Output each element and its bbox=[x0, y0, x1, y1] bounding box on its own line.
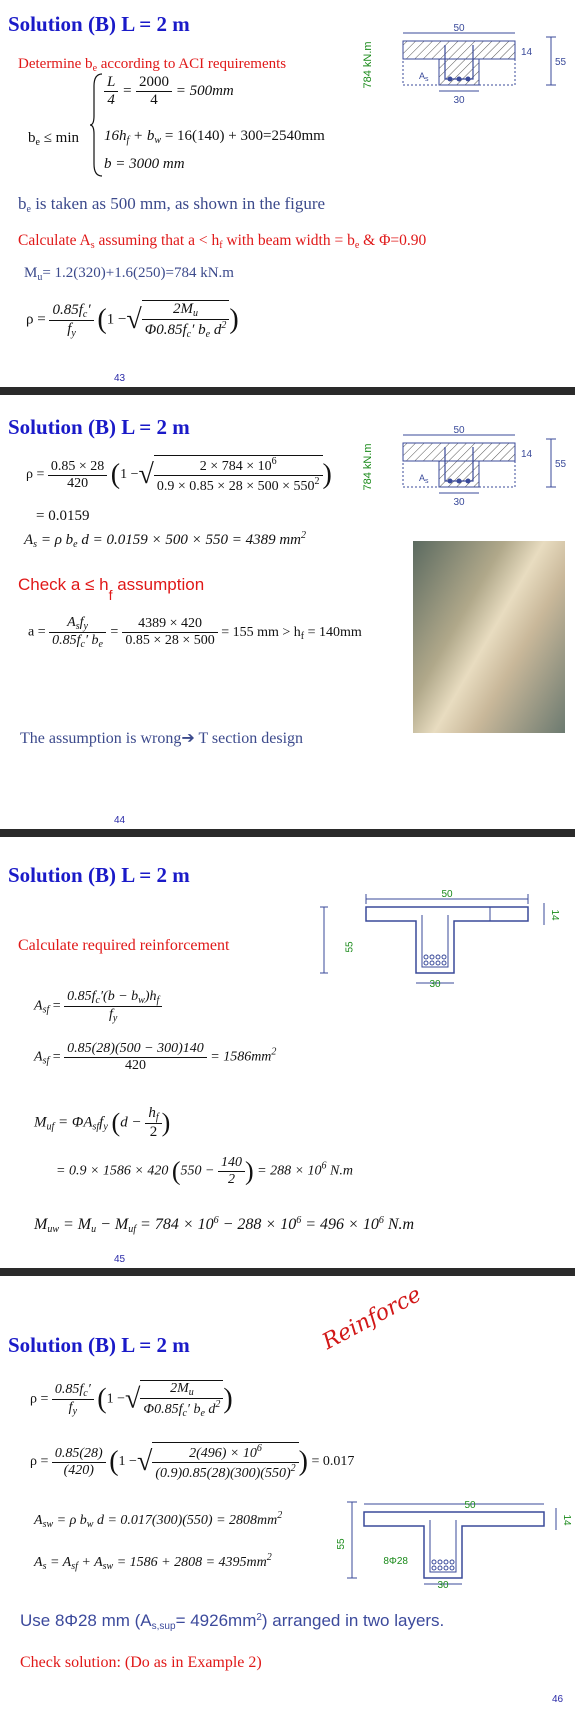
width-dim: 50 bbox=[464, 1500, 476, 1511]
slide-46 bbox=[0, 1276, 575, 1710]
hf-dim: 14 bbox=[549, 909, 560, 921]
t-section-figure bbox=[355, 427, 575, 507]
h-dim: 55 bbox=[336, 1538, 347, 1550]
t-section-figure bbox=[330, 889, 575, 993]
rho-formula: ρ = $\frac{0.85f_c'}{f_y}$ (1 −√ $\frac{2M_u}{\Phi 0.85f_c' b_e d^2}$ ) bbox=[30, 1381, 233, 1419]
whiteboard-photo bbox=[413, 541, 565, 733]
width-dim: 50 bbox=[453, 23, 465, 34]
width-dim: 50 bbox=[441, 889, 453, 900]
rho-numeric-formula: ρ = $\frac{0.85(28)}{(420)}$ (1 −√ $\frac{2(496) \times 10^6}{(0.9)0.85(28)(300)(550)^2}$ ) = 0.017 bbox=[30, 1443, 355, 1481]
calc-req-text: Calculate required reinforcement bbox=[18, 937, 230, 954]
bw-dim: 30 bbox=[453, 95, 465, 106]
width-dim: 50 bbox=[453, 425, 465, 436]
slide-43 bbox=[0, 0, 575, 387]
asf-numeric: $A_{sf}$ = $\frac{0.85(28)(500 - 300)140}{420}$ = $1586mm^2$ bbox=[34, 1041, 277, 1073]
slide-title: Solution (B) L = 2 m bbox=[8, 863, 190, 887]
be-case-1: $\frac{L}{4}$ = $\frac{2000}{4}$ = 500mm bbox=[104, 74, 234, 109]
rho-formula: ρ = $\frac{0.85f_c'}{f_y}$ (1 −√ $\frac{2M_u}{\Phi 0.85f_c' b_e d^2}$ ) bbox=[26, 301, 239, 340]
page-number: 46 bbox=[552, 1694, 564, 1705]
t-section-figure bbox=[355, 25, 575, 105]
muf-formula: $M_{uf} = \Phi A_{sf}f_y$ (d − $\frac{h_f}{2}$ ) bbox=[34, 1105, 171, 1140]
be-min-lhs: $b_e \le \min$ bbox=[28, 130, 80, 148]
handwritten-note: Reinforce bbox=[318, 1282, 426, 1355]
slide-title: Solution (B) L = 2 m bbox=[8, 12, 190, 36]
brace bbox=[90, 72, 104, 178]
slide-title: Solution (B) L = 2 m bbox=[8, 1333, 190, 1357]
slide-title: Solution (B) L = 2 m bbox=[8, 415, 190, 439]
mu-text: $M_u= 1.2(320)+1.6(250)=784$ kN.m bbox=[24, 265, 234, 283]
muf-numeric: = 0.9 × 1586 × 420 (550 − $\frac{140}{2}$ ) = $288 \times 10^6$ N.m bbox=[56, 1155, 353, 1187]
be-case-3: b = 3000 mm bbox=[104, 156, 185, 172]
calc-as-text: Calculate $A_s$ assuming that $a < h_f$ with beam width = $b_e$ & Φ=0.90 bbox=[18, 232, 427, 251]
assumption-wrong-text: The assumption is wrong➔ T section design bbox=[20, 730, 304, 747]
slide-44 bbox=[0, 395, 575, 829]
a-formula: a = $\frac{A_sf_y}{0.85f_c' b_e}$ = $\frac{4389 \times 420}{0.85 \times 28 \times 500}$ = 155 mm > $h_f = 140mm$ bbox=[28, 615, 362, 650]
muw-formula: $M_{uw} = M_u - M_{uf} = 784 \times 10^6 - 288 \times 10^6 = 496 \times 10^6$ N.m bbox=[34, 1215, 415, 1235]
h-dim: 55 bbox=[555, 57, 567, 68]
rho-numeric-formula: ρ = $\frac{0.85 \times 28}{420}$ (1 −√ $\frac{2 \times 784 \times 10^6}{0.9 \times 0.85 \times 28 \times 500 \times 550^2}$ ) bbox=[26, 456, 332, 494]
check-a-heading: Check $a \le h_f$ assumption bbox=[18, 575, 205, 603]
page-number: 45 bbox=[114, 1254, 126, 1265]
slide-45 bbox=[0, 837, 575, 1268]
page-number: 43 bbox=[114, 373, 126, 384]
as-calculation: $A_s = \rho$ $b_e$ d = 0.0159 × 500 × 550 = 4389 $mm^2$ bbox=[24, 530, 307, 550]
be-case-2: $16h_f + b_w = 16(140) + 300=2540mm$ bbox=[104, 128, 325, 146]
as-total-formula: $A_s = A_{sf} + A_{sw} = 1586 + 2808 = 4395mm^2$ bbox=[34, 1552, 272, 1572]
h-dim: 55 bbox=[344, 941, 356, 953]
determine-be-text: Determine $b_e$ according to ACI requirements bbox=[18, 56, 287, 74]
as-label: $A_s$ bbox=[419, 473, 429, 485]
check-solution-text: Check solution: (Do as in Example 2) bbox=[20, 1654, 262, 1671]
bw-dim: 30 bbox=[437, 1580, 449, 1591]
hf-dim: 14 bbox=[521, 47, 533, 58]
bw-dim: 30 bbox=[429, 979, 441, 990]
be-taken-text: $b_e$ is taken as 500 mm, as shown in the figure bbox=[18, 194, 326, 215]
as-label: $A_s$ bbox=[419, 71, 429, 83]
asf-formula: $A_{sf}$ = $\frac{0.85f_c'(b - b_w)h_f}{f_y}$ bbox=[34, 989, 162, 1024]
hf-dim: 14 bbox=[561, 1514, 572, 1526]
use-bars-text: Use 8Φ28 mm $(A_{s,sup}= 4926mm^2)$ arranged in two layers. bbox=[20, 1611, 445, 1632]
moment-label: 784 kN.m bbox=[362, 443, 374, 491]
moment-label: 784 kN.m bbox=[362, 41, 374, 89]
t-section-figure bbox=[336, 1498, 575, 1591]
rho-value: = 0.0159 bbox=[36, 508, 90, 524]
h-dim: 55 bbox=[555, 459, 567, 470]
hf-dim: 14 bbox=[521, 449, 533, 460]
bw-dim: 30 bbox=[453, 497, 465, 508]
asw-formula: $A_{sw} = \rho$ $b_w$ $d = 0.017(300)(550) = 2808mm^2$ bbox=[34, 1510, 283, 1530]
bars-label: 8Φ28 bbox=[383, 1556, 408, 1567]
page-number: 44 bbox=[114, 815, 126, 826]
